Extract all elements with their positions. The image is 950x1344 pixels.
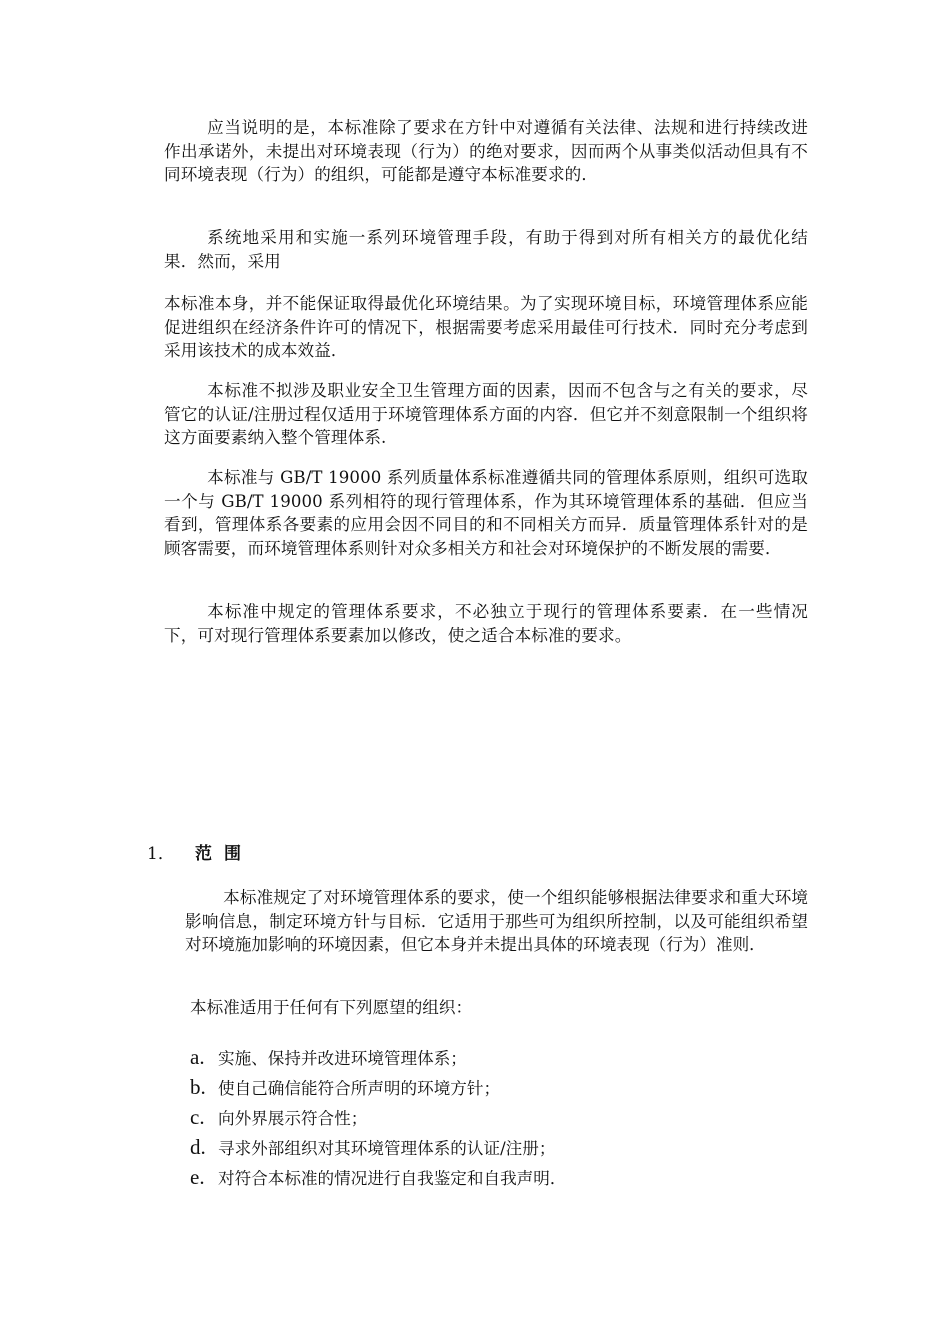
scope-paragraph-1: 本标准规定了对环境管理体系的要求，使一个组织能够根据法律要求和重大环境影响信息，制定环境方针与目标．它适用于那些可为组织所控制，以及可能组织希望对环境施加影响的环境因素，但它本身并未提出具体的环境表现（行为）准则． [185, 888, 808, 954]
list-item-text: 对符合本标准的情况进行自我鉴定和自我声明． [218, 1169, 567, 1188]
section-number: 1． [147, 844, 175, 864]
list-item [190, 1072, 566, 1102]
list-item-text: 向外界展示符合性； [218, 1109, 368, 1128]
intro-paragraph-1: 应当说明的是，本标准除了要求在方针中对遵循有关法律、法规和进行持续改进作出承诺外，未提出对环境表现（行为）的绝对要求，因而两个从事类似活动但具有不同环境表现（行为）的组织，可能都是遵守本标准要求的． [164, 118, 808, 184]
section-heading-scope [147, 842, 253, 866]
list-marker: e. [190, 1165, 205, 1189]
list-item-text: 实施、保持并改进环境管理体系； [218, 1049, 467, 1068]
scope-paragraph-2: 本标准适用于任何有下列愿望的组织： [190, 998, 473, 1017]
list-marker: d. [190, 1135, 206, 1159]
list-item-text: 使自己确信能符合所声明的环境方针； [218, 1079, 501, 1098]
intro-paragraph-2: 系统地采用和实施一系列环境管理手段，有助于得到对所有相关方的最优化结果．然而，采用 [164, 228, 808, 271]
intro-paragraph-4: 本标准不拟涉及职业安全卫生管理方面的因素，因而不包含与之有关的要求，尽管它的认证/注册过程仅适用于环境管理体系方面的内容．但它并不刻意限制一个组织将这方面要素纳入整个管理体系. [164, 381, 808, 447]
list-item [190, 1132, 566, 1162]
list-marker: b. [190, 1075, 206, 1099]
intro-paragraph-3: 本标准本身，并不能保证取得最优化环境结果。为了实现环境目标，环境管理体系应能促进组织在经济条件许可的情况下，根据需要考虑采用最佳可行技术．同时充分考虑到采用该技术的成本效益． [164, 294, 808, 360]
list-item [190, 1162, 566, 1192]
intro-paragraph-5: 本标准与 GB/T 19000 系列质量体系标准遵循共同的管理体系原则，组织可选取一个与 GB/T 19000 系列相符的现行管理体系，作为其环境管理体系的基础．但应当看到，管理体系各要素的应用会因不同目的和不同相关方而异．质量管理体系针对的是顾客需要，而环境管理体系则针对众多相关方和社会对环境保护的不断发展的需要． [164, 468, 808, 558]
list-item [190, 1102, 566, 1132]
list-item [190, 1042, 566, 1072]
list-item-text: 寻求外部组织对其环境管理体系的认证/注册； [218, 1139, 556, 1158]
list-marker: c. [190, 1105, 205, 1129]
section-title: 范围 [195, 844, 253, 864]
intro-paragraph-6: 本标准中规定的管理体系要求，不必独立于现行的管理体系要素．在一些情况下，可对现行管理体系要素加以修改，使之适合本标准的要求。 [164, 602, 808, 645]
scope-list [190, 1042, 566, 1192]
list-marker: a. [190, 1045, 205, 1069]
